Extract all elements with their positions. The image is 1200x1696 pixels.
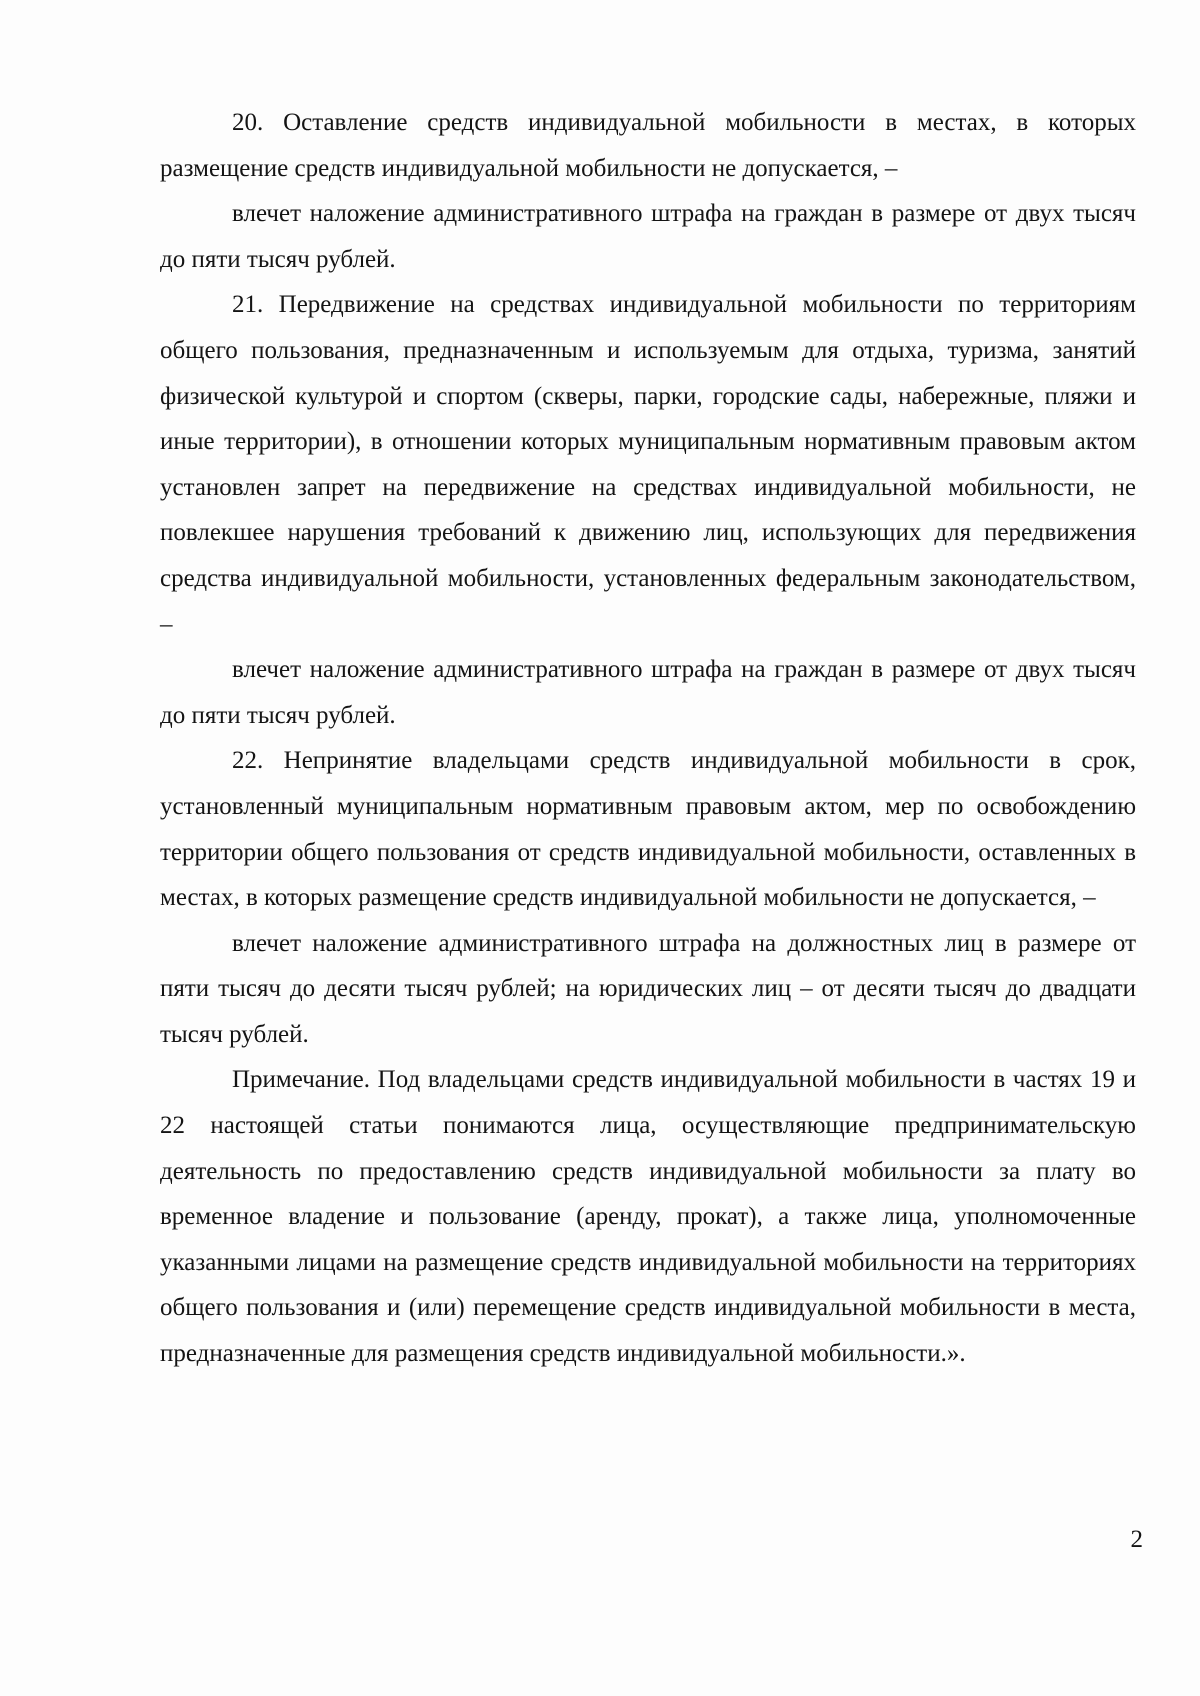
paragraph-penalty-21: влечет наложение административного штрафа на граждан в размере от двух тысяч до пяти тысяч рублей. [160,656,1136,729]
document-body [160,100,1136,1377]
paragraph-penalty-22: влечет наложение административного штрафа на должностных лиц в размере от пяти тысяч до десяти тысяч рублей; на юридических лиц – от десяти тысяч до двадцати тысяч рублей. [160,929,1136,1048]
page-number: 2 [1130,1526,1143,1553]
paragraph-note: Примечание. Под владельцами средств индивидуальной мобильности в частях 19 и 22 настоящей статьи понимаются лица, осуществляющие предпринимательскую деятельность по предоставлению средств индивидуальной мобильности за плату во временное владение и пользование (аренду, прокат), а также лица, уполномоченные указанными лицами на размещение средств индивидуальной мобильности на территориях общего пользования и (или) перемещение средств индивидуальной мобильности в места, предназначенные для размещения средств индивидуальной мобильности.». [160,1066,1136,1368]
paragraph-penalty-20: влечет наложение административного штрафа на граждан в размере от двух тысяч до пяти тысяч рублей. [160,200,1136,273]
paragraph-item-21: 21. Передвижение на средствах индивидуальной мобильности по территориям общего пользования, предназначенным и используемым для отдыха, туризма, занятий физической культурой и спортом (скверы, парки, городские сады, набережные, пляжи и иные территории), в отношении которых муниципальным нормативным правовым актом установлен запрет на передвижение на средствах индивидуальной мобильности, не повлекшее нарушения требований к движению лиц, использующих для передвижения средства индивидуальной мобильности, установленных федеральным законодательством, – [160,291,1136,638]
paragraph-item-22: 22. Непринятие владельцами средств индивидуальной мобильности в срок, установленный муниципальным нормативным правовым актом, мер по освобождению территории общего пользования от средств индивидуальной мобильности, оставленных в местах, в которых размещение средств индивидуальной мобильности не допускается, – [160,747,1136,912]
paragraph-item-20: 20. Оставление средств индивидуальной мобильности в местах, в которых размещение средств индивидуальной мобильности не допускается, – [160,109,1136,182]
